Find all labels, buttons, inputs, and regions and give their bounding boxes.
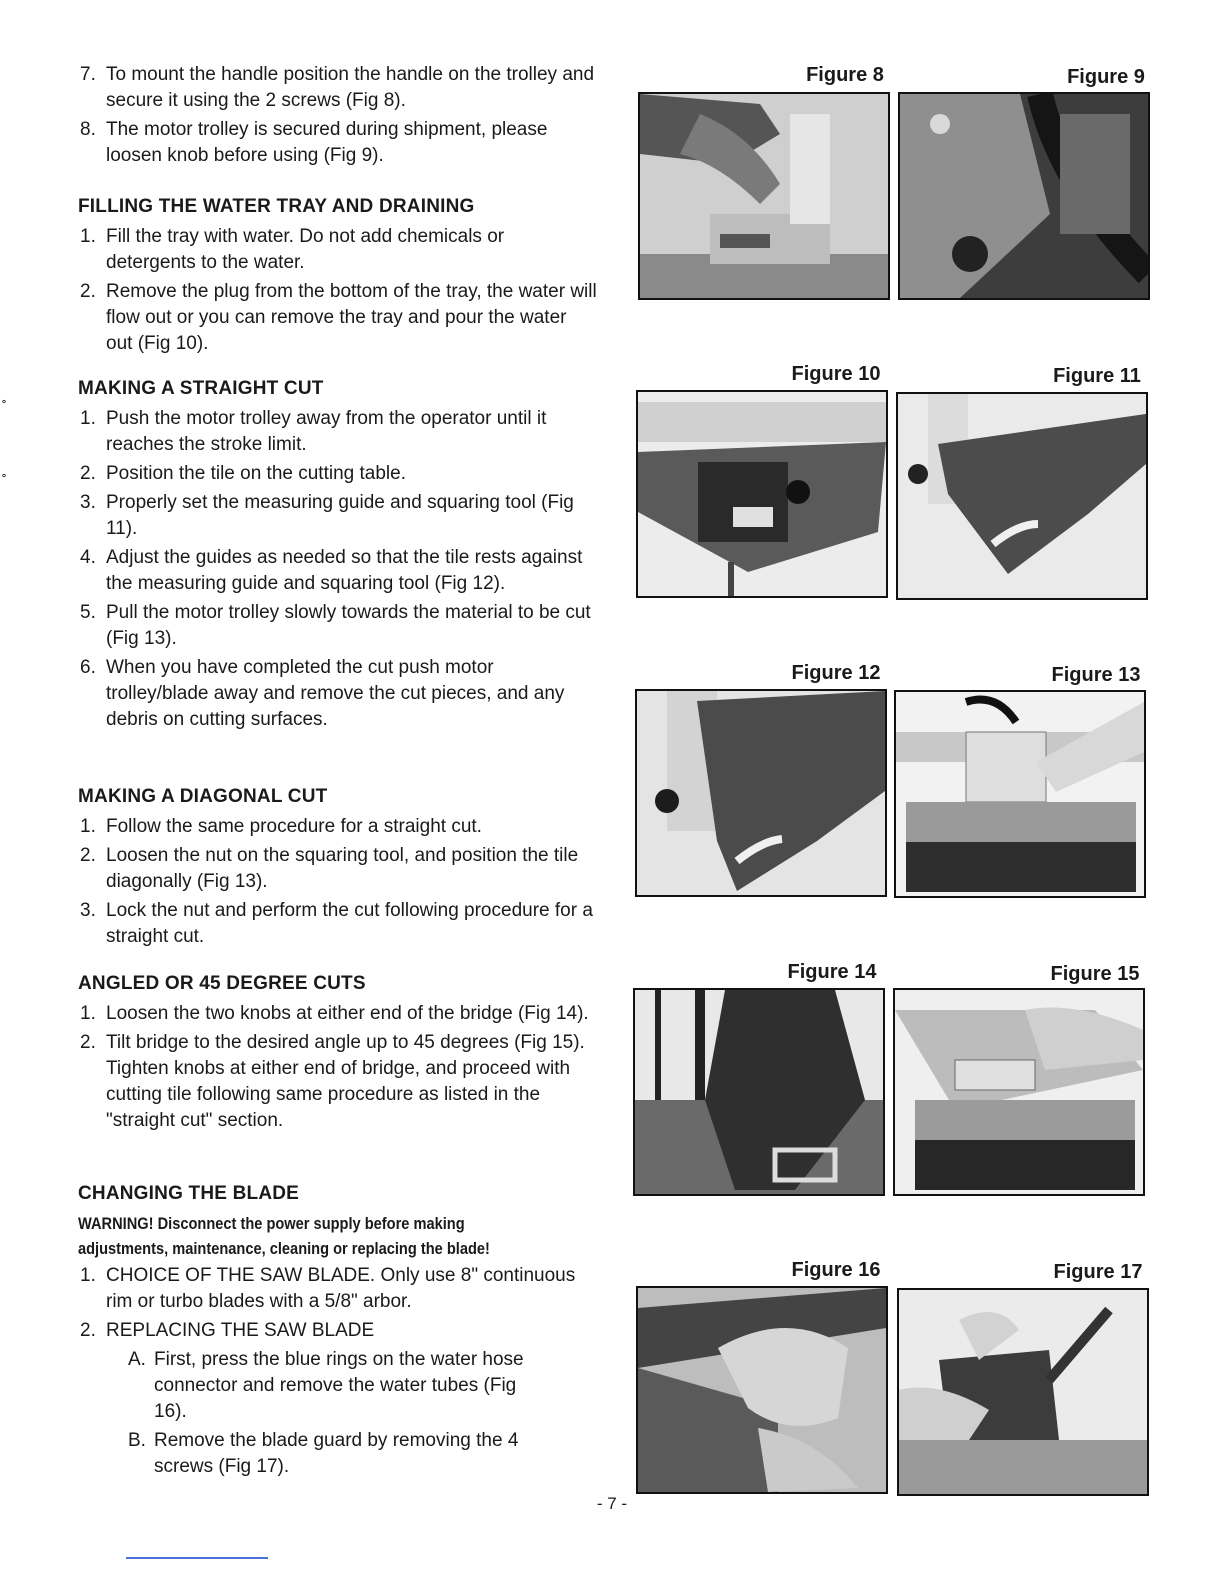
- sub-list-item: B. Remove the blade guard by removing the 4 screws (Fig 17).: [128, 1430, 519, 1477]
- section-heading: CHANGING THE BLADE: [78, 1183, 300, 1204]
- figure-12-photo: [635, 689, 887, 897]
- figure-8-photo: [638, 92, 890, 300]
- figure-label: Figure 10: [791, 363, 881, 385]
- list-item: 3. Properly set the measuring guide and squaring tool (Fig 11).: [80, 492, 574, 539]
- figure-label: Figure 11: [1053, 365, 1141, 387]
- margin-mark: ˚: [2, 398, 7, 414]
- list-item: 2. Position the tile on the cutting table.: [80, 463, 406, 484]
- diagonal-cut-section: [78, 784, 598, 953]
- changing-blade-section: [78, 1181, 598, 1483]
- list-item: 6. When you have completed the cut push motor trolley/blade away and remove the cut pieces, and any debris on cutting surfaces.: [80, 657, 565, 730]
- straight-cut-section: [78, 376, 598, 736]
- figure-label: Figure 14: [787, 961, 877, 983]
- figure-label: Figure 17: [1053, 1261, 1143, 1283]
- list-item: 3. Lock the nut and perform the cut following procedure for a straight cut.: [80, 900, 593, 947]
- angled-cut-section: [78, 971, 598, 1137]
- figure-10-photo: [636, 390, 888, 598]
- list-item: 1. Follow the same procedure for a straight cut.: [80, 816, 482, 837]
- figure-13-photo: [894, 690, 1146, 898]
- list-item: 2. Loosen the nut on the squaring tool, and position the tile diagonally (Fig 13).: [80, 845, 579, 892]
- figure-9-photo: [898, 92, 1150, 300]
- page-number: - 7 -: [596, 1494, 628, 1513]
- list-item: 7. To mount the handle position the handle on the trolley and secure it using the 2 screws (Fig 8).: [80, 64, 595, 111]
- figure-label: Figure 13: [1051, 664, 1141, 686]
- figure-label: Figure 9: [1067, 66, 1145, 88]
- figure-11-photo: [896, 392, 1148, 600]
- sub-list-item: A. First, press the blue rings on the water hose connector and remove the water tubes (Fig 16).: [128, 1349, 524, 1422]
- instructions-column: [78, 62, 598, 172]
- section-heading: MAKING A DIAGONAL CUT: [78, 786, 328, 807]
- margin-mark: ˚: [2, 472, 7, 488]
- list-item: 2. REPLACING THE SAW BLADE: [80, 1320, 375, 1341]
- section-heading: ANGLED OR 45 DEGREE CUTS: [78, 973, 366, 994]
- list-item: 1. Fill the tray with water. Do not add chemicals or detergents to the water.: [80, 226, 505, 273]
- section-heading: MAKING A STRAIGHT CUT: [78, 378, 324, 399]
- mounting-list: [78, 62, 598, 169]
- figure-label: Figure 8: [806, 64, 884, 86]
- footer-rule: [126, 1557, 268, 1559]
- list-item: 2. Remove the plug from the bottom of the tray, the water will flow out or you can remove the tray and pour the water out (Fig 10).: [80, 281, 597, 354]
- filling-section: [78, 194, 598, 360]
- figure-label: Figure 16: [791, 1259, 881, 1281]
- figure-15-photo: [893, 988, 1145, 1196]
- list-item: 1. Loosen the two knobs at either end of the bridge (Fig 14).: [80, 1003, 589, 1024]
- list-item: 4. Adjust the guides as needed so that the tile rests against the measuring guide and squaring tool (Fig 12).: [80, 547, 583, 594]
- figure-17-photo: [897, 1288, 1149, 1496]
- list-item: 1. Push the motor trolley away from the operator until it reaches the stroke limit.: [80, 408, 547, 455]
- warning-text: WARNING! Disconnect the power supply before making adjustments, maintenance, cleaning or replacing the blade!: [78, 1214, 490, 1258]
- section-heading: FILLING THE WATER TRAY AND DRAINING: [78, 196, 475, 217]
- figure-14-photo: [633, 988, 885, 1196]
- list-item: 2. Tilt bridge to the desired angle up to 45 degrees (Fig 15). Tighten knobs at either end of bridge, and proceed with cutting tile following same procedure as listed in the "straight cut" section.: [80, 1032, 585, 1131]
- list-item: 8. The motor trolley is secured during shipment, please loosen knob before using (Fig 9).: [80, 119, 548, 166]
- figure-label: Figure 15: [1050, 963, 1140, 985]
- figure-16-photo: [636, 1286, 888, 1494]
- figure-label: Figure 12: [791, 662, 881, 684]
- list-item: 5. Pull the motor trolley slowly towards the material to be cut (Fig 13).: [80, 602, 591, 649]
- list-item: 1. CHOICE OF THE SAW BLADE. Only use 8" continuous rim or turbo blades with a 5/8" arbor.: [80, 1265, 576, 1312]
